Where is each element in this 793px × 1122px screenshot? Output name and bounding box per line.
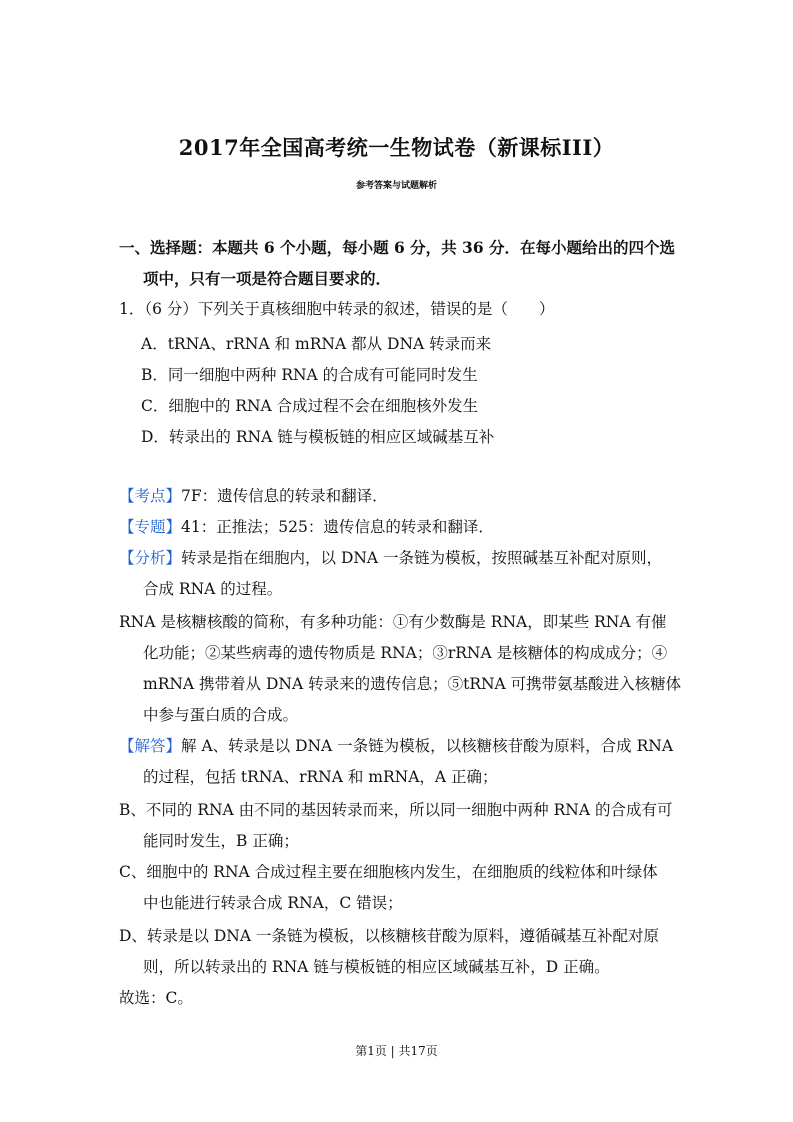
fenxi-tag: 【分析】 xyxy=(119,549,182,567)
jieda-b-line1: B、不同的 RNA 由不同的基因转录而来，所以同一细胞中两种 RNA 的合成有可 xyxy=(119,801,673,819)
jieda-b-line2: 能同时发生，B 正确； xyxy=(143,832,299,850)
jieda-d-line2: 则，所以转录出的 RNA 链与模板链的相应区域碱基互补，D 正确。 xyxy=(143,958,610,976)
option-b: B．同一细胞中两种 RNA 的合成有可能同时发生 xyxy=(141,366,478,384)
answer-line: 故选：C。 xyxy=(119,989,193,1007)
option-c: C．细胞中的 RNA 合成过程不会在细胞核外发生 xyxy=(141,397,479,415)
page-title: 2017年全国高考统一生物试卷（新课标III） xyxy=(178,135,615,160)
rna-para-line2: 化功能；②某些病毒的遗传物质是 RNA；③rRNA 是核糖体的构成成分；④ xyxy=(143,644,668,662)
option-a: A．tRNA、rRNA 和 mRNA 都从 DNA 转录而来 xyxy=(141,335,492,353)
rna-para-line1: RNA 是核糖核酸的简称，有多种功能：①有少数酶是 RNA，即某些 RNA 有催 xyxy=(119,613,667,631)
section-heading-line1: 一、选择题：本题共 6 个小题，每小题 6 分，共 36 分．在每小题给出的四个选 xyxy=(119,238,676,257)
option-d: D．转录出的 RNA 链与模板链的相应区域碱基互补 xyxy=(141,428,495,446)
jieda-c-line2: 中也能进行转录合成 RNA，C 错误； xyxy=(143,894,403,912)
rna-para-line3: mRNA 携带着从 DNA 转录来的遗传信息；⑤tRNA 可携带氨基酸进入核糖体 xyxy=(143,675,682,693)
jieda-a-text1: 解 A、转录是以 DNA 一条链为模板，以核糖核苷酸为原料，合成 RNA xyxy=(181,737,674,755)
rna-para-line4: 中参与蛋白质的合成。 xyxy=(143,706,299,724)
question-stem: 1．（6 分）下列关于真核细胞中转录的叙述，错误的是（ ） xyxy=(119,300,555,318)
jieda-tag: 【解答】 xyxy=(119,737,182,755)
page-subtitle: 参考答案与试题解析 xyxy=(355,181,437,191)
jieda-d-line1: D、转录是以 DNA 一条链为模板，以核糖核苷酸为原料，遵循碱基互补配对原 xyxy=(119,927,659,945)
section-heading-line2: 项中，只有一项是符合题目要求的． xyxy=(143,269,392,288)
fenxi-line1 xyxy=(119,543,679,574)
kaodian-tag: 【考点】 xyxy=(119,487,182,505)
jieda-line1 xyxy=(119,731,679,762)
jieda-c-line1: C、细胞中的 RNA 合成过程主要在细胞核内发生，在细胞质的线粒体和叶绿体 xyxy=(119,863,658,881)
kaodian-text: 7F：遗传信息的转录和翻译． xyxy=(181,487,388,505)
zhuanti-text: 41：正推法；525：遗传信息的转录和翻译． xyxy=(181,518,494,536)
zhuanti-tag: 【专题】 xyxy=(119,518,182,536)
kaodian-line xyxy=(119,481,679,512)
jieda-a-line2: 的过程，包括 tRNA、rRNA 和 mRNA，A 正确； xyxy=(143,768,498,786)
page-footer: 第1页 | 共17页 xyxy=(355,1044,438,1058)
fenxi-line2: 合成 RNA 的过程。 xyxy=(143,580,283,598)
zhuanti-line xyxy=(119,512,679,543)
fenxi-text1: 转录是指在细胞内，以 DNA 一条链为模板，按照碱基互补配对原则， xyxy=(181,549,663,567)
